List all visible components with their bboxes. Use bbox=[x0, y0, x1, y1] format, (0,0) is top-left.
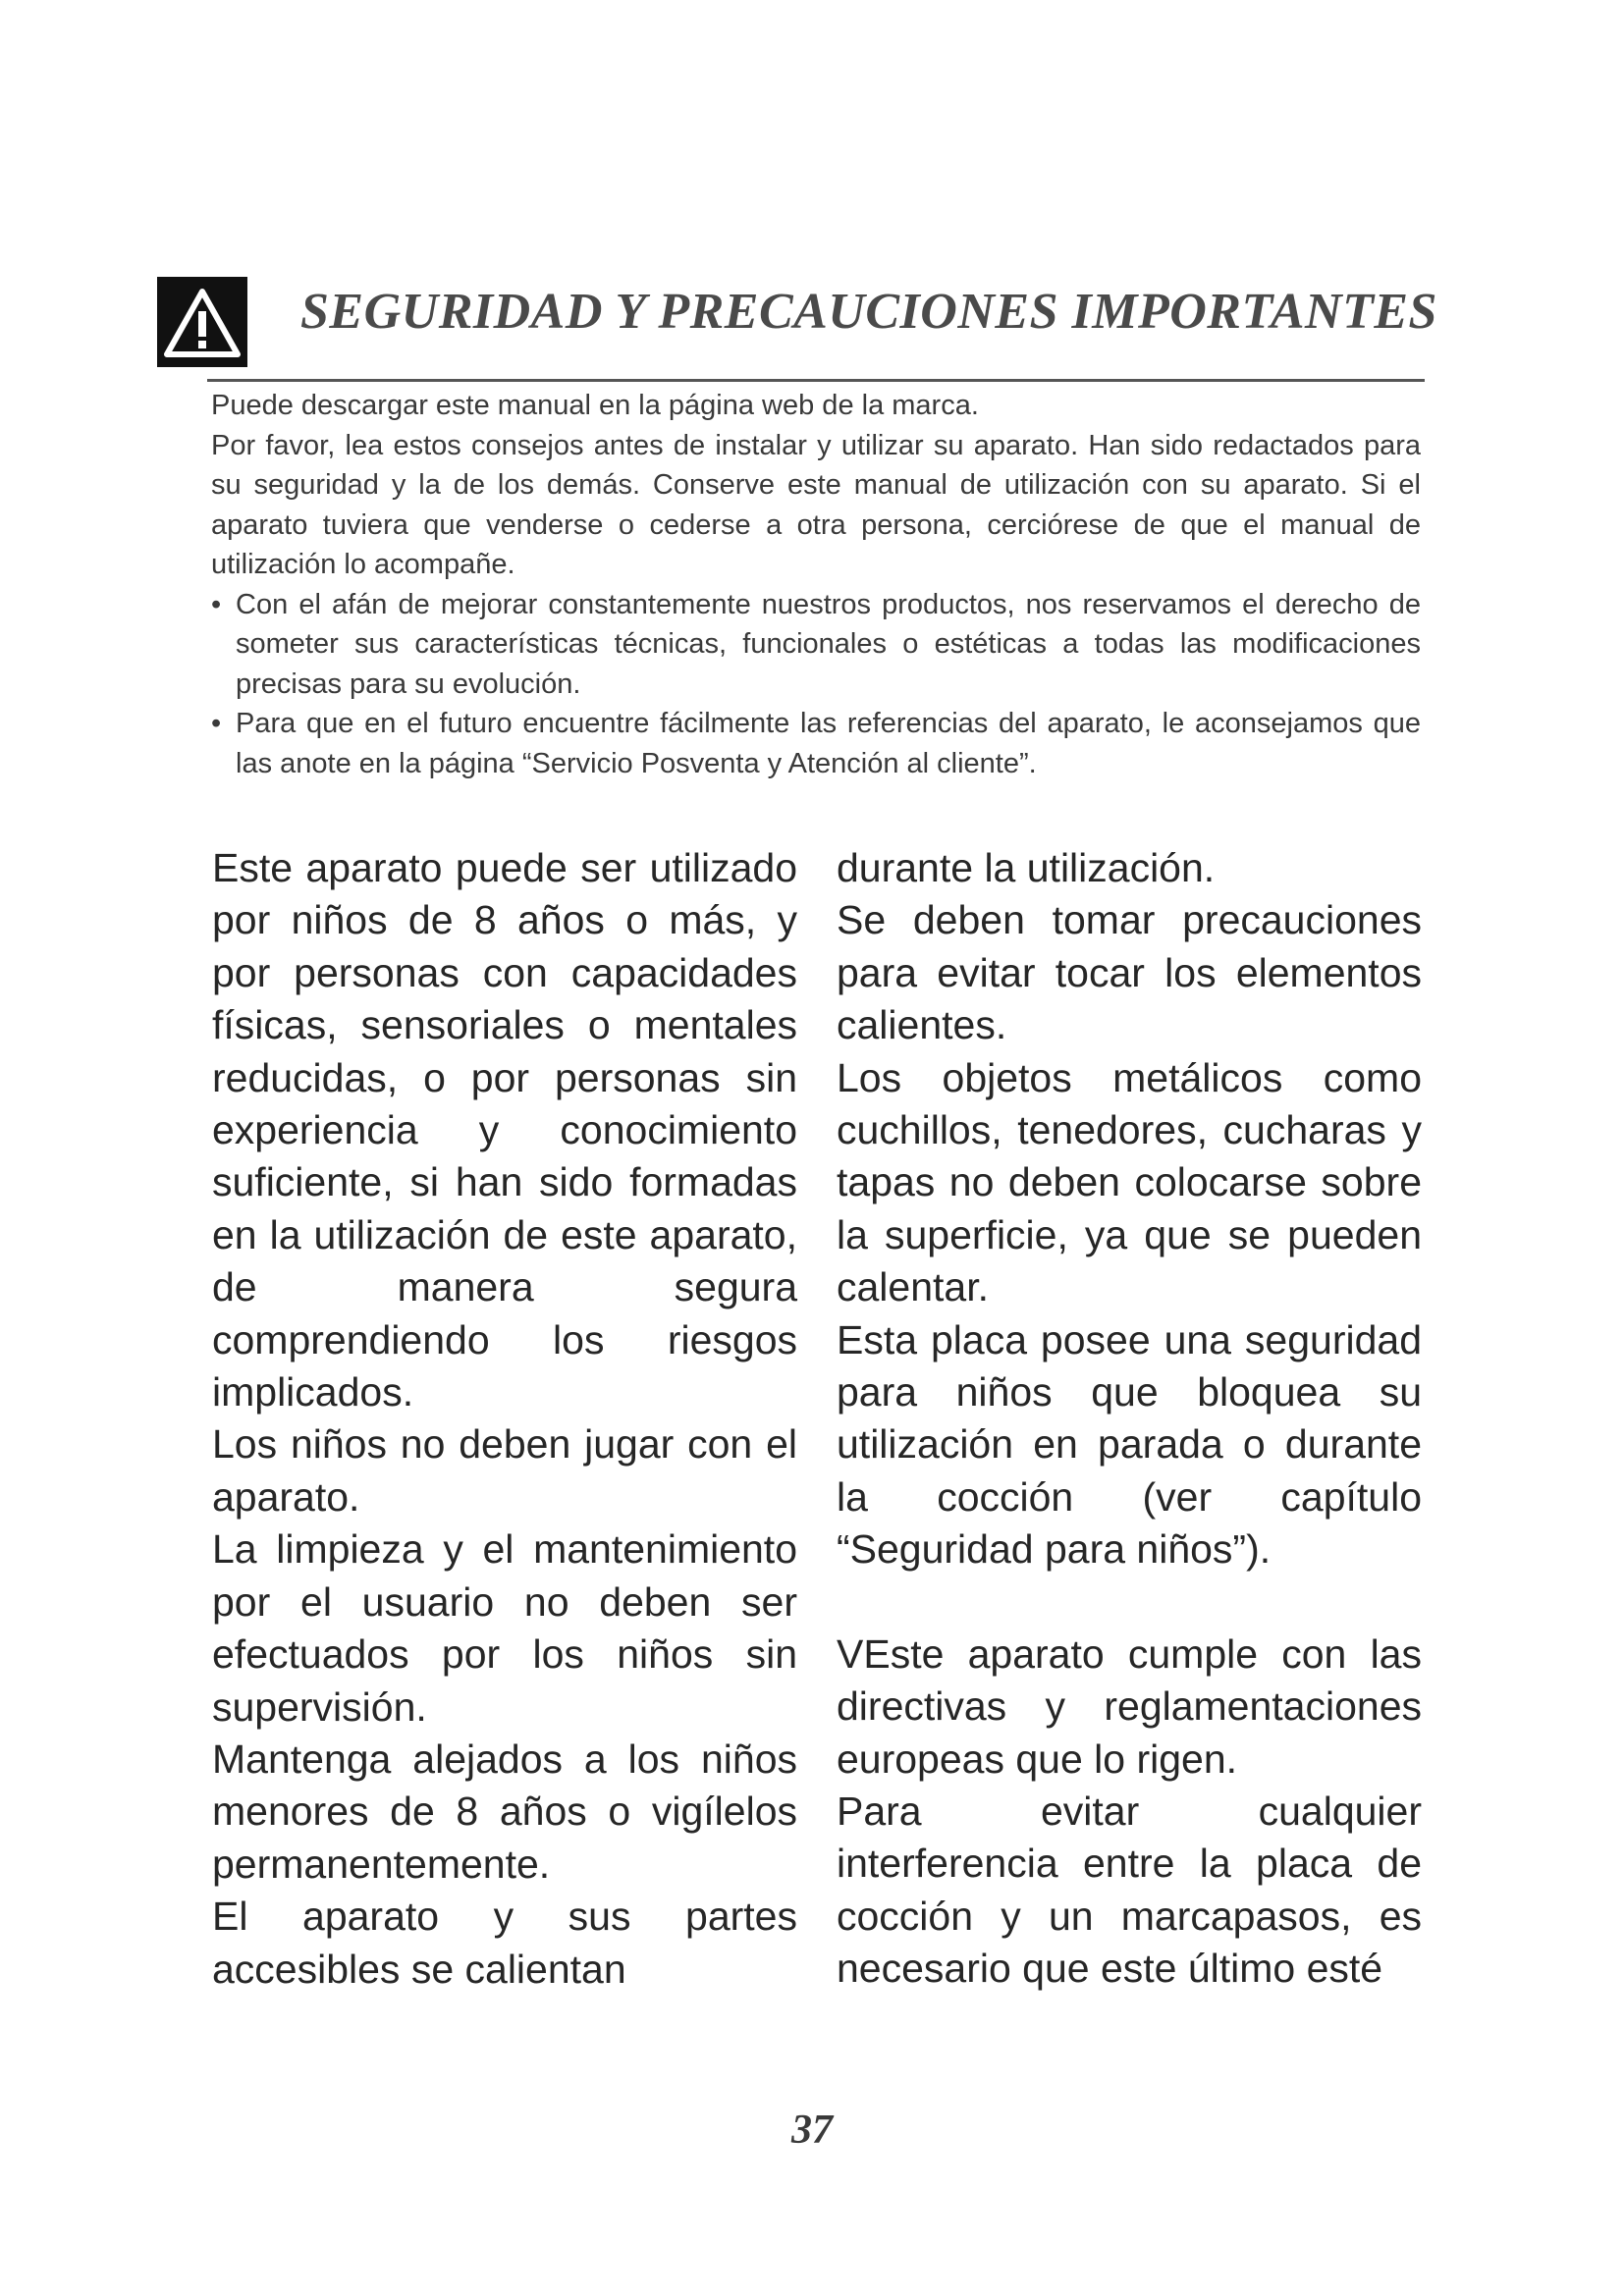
right-column bbox=[837, 842, 1422, 1996]
header-divider bbox=[207, 379, 1425, 382]
safety-paragraph: Este aparato puede ser utilizado por niños de 8 años o más, y por personas con capacidades físicas, sensoriales o mentales reducidas, o por personas sin experiencia y conocimiento suficiente, si han sido formadas en la utilización de este aparato, de manera segura comprendiendo los riesgos implicados. bbox=[212, 845, 797, 1415]
safety-paragraph: Mantenga alejados a los niños menores de 8 años o vigílelos permanentemente. bbox=[212, 1735, 797, 1887]
safety-paragraph: durante la utilización. bbox=[837, 845, 1216, 890]
bullet-icon: • bbox=[211, 708, 222, 739]
safety-paragraph: La limpieza y el mantenimiento por el usuario no deben ser efectuados por los niños sin supervisión. bbox=[212, 1526, 797, 1730]
safety-paragraph: Para evitar cualquier interferencia entre la placa de cocción y un marcapasos, es necesario que este último esté bbox=[837, 1788, 1422, 1992]
safety-paragraph: Se deben tomar precauciones para evitar tocar los elementos calientes. bbox=[837, 897, 1422, 1048]
safety-paragraph: El aparato y sus partes accesibles se calientan bbox=[212, 1894, 797, 1992]
intro-block bbox=[211, 386, 1421, 783]
bullet-text: Con el afán de mejorar constantemente nuestros productos, nos reservamos el derecho de someter sus características técnicas, funcionales o estéticas a todas las modificaciones precisas para su evolución. bbox=[236, 588, 1421, 700]
left-column bbox=[212, 842, 797, 1996]
safety-paragraph: Los niños no deben jugar con el aparato. bbox=[212, 1421, 797, 1520]
safety-paragraph: Esta placa posee una seguridad para niños que bloquea su utilización en parada o durante la cocción (ver capítulo “Seguridad para niños”). bbox=[837, 1316, 1422, 1573]
intro-paragraph: Por favor, lea estos consejos antes de instalar y utilizar su aparato. Han sido redactados para su seguridad y la de los demás. Conserve este manual de utilización con su aparato. Si el aparato tuviera que venderse o cederse a otra persona, cerciórese de que el manual de utilización lo acompañe. bbox=[211, 429, 1421, 580]
page-number: 37 bbox=[791, 2108, 833, 2153]
intro-bullet bbox=[211, 585, 1421, 705]
safety-paragraph: Los objetos metálicos como cuchillos, tenedores, cucharas y tapas no deben colocarse sobre la superficie, ya que se pueden calentar. bbox=[837, 1054, 1422, 1310]
warning-triangle-glyph bbox=[163, 286, 242, 358]
intro-bullet bbox=[211, 704, 1421, 783]
warning-triangle-icon bbox=[157, 277, 247, 367]
section-header bbox=[157, 265, 1437, 363]
intro-paragraph: Puede descargar este manual en la página web de la marca. bbox=[211, 390, 979, 421]
bullet-text: Para que en el futuro encuentre fácilmente las referencias del aparato, le aconsejamos que las anote en la página “Servicio Posventa y Atención al cliente”. bbox=[236, 708, 1421, 779]
section-title: SEGURIDAD Y PRECAUCIONES IMPORTANTES bbox=[300, 284, 1437, 340]
bullet-icon: • bbox=[211, 588, 222, 620]
safety-paragraph: VEste aparato cumple con las directivas y reglamentaciones europeas que lo rigen. bbox=[837, 1630, 1422, 1782]
